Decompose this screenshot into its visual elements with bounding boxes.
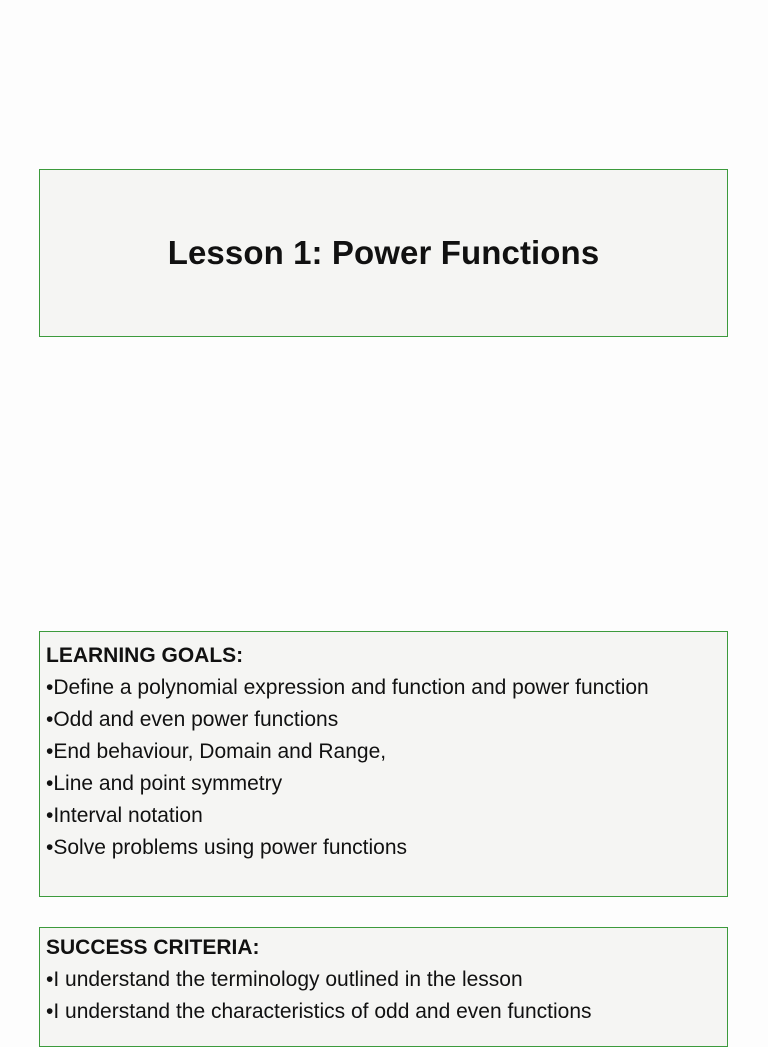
list-item: •Interval notation xyxy=(46,804,203,827)
list-item: •Define a polynomial expression and function and power function xyxy=(46,676,649,699)
list-item: •I understand the characteristics of odd and even functions xyxy=(46,1000,592,1023)
success-criteria-list xyxy=(46,964,721,1028)
page-title: Lesson 1: Power Functions xyxy=(167,234,600,271)
title-slide-box xyxy=(39,169,728,337)
list-item: •I understand the terminology outlined in the lesson xyxy=(46,968,523,991)
list-item: •End behaviour, Domain and Range, xyxy=(46,740,387,763)
success-criteria-box xyxy=(39,927,728,1047)
list-item: •Line and point symmetry xyxy=(46,772,283,795)
success-criteria-heading: SUCCESS CRITERIA: xyxy=(46,936,260,959)
learning-goals-heading: LEARNING GOALS: xyxy=(46,644,244,667)
list-item: •Solve problems using power functions xyxy=(46,836,408,859)
learning-goals-box xyxy=(39,631,728,897)
list-item: •Odd and even power functions xyxy=(46,708,339,731)
learning-goals-list xyxy=(46,672,721,864)
